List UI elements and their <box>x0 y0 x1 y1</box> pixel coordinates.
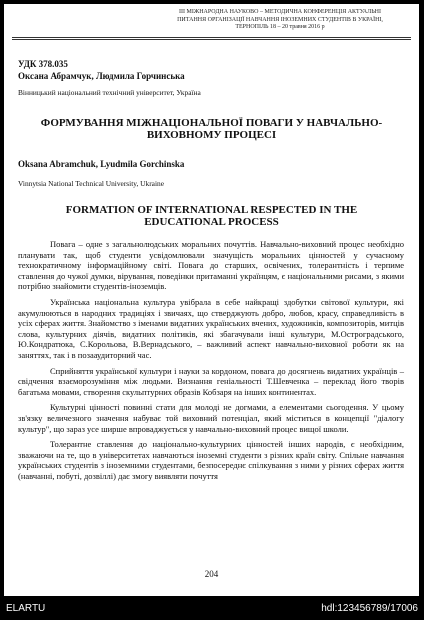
handle-identifier: hdl:123456789/17006 <box>321 603 418 614</box>
header-line-3: ТЕРНОПІЛЬ 18 – 20 травня 2016 р <box>235 24 325 30</box>
header-line-1: ІІІ МІЖНАРОДНА НАУКОВО – МЕТОДИЧНА КОНФЕРЕНЦІЯ АКТУАЛЬНІ <box>179 9 381 15</box>
title-ukrainian: ФОРМУВАННЯ МІЖНАЦІОНАЛЬНОЇ ПОВАГИ У НАВЧАЛЬНО-ВИХОВНОМУ ПРОЦЕСІ <box>40 117 383 141</box>
authors-ukrainian: Оксана Абрамчук, Людмила Горчинська <box>18 71 185 81</box>
paragraph: Толерантне ставлення до національно-культурних цінностей інших народів, є необхідним, зважаючи на те, що в університетах навчаються іноземні студенти з різних країн світу. Спільне навчання українських студентів з іноземними студентами, безпосереднє спілкування з ними у різних сферах життя (навчанні, побуті, дозвіллі) дає змогу виявляти почуття <box>18 439 404 481</box>
affiliation-english: Vinnytsia National Technical University, Ukraine <box>18 179 164 188</box>
authors-english: Oksana Abramchuk, Lyudmila Gorchinska <box>18 159 185 169</box>
paragraph: Сприйняття української культури і науки за кордоном, повага до досягнень видатних українців – свідчення взаєморозуміння між людьми. Визнання геніальності Т.Шевченка – переклад його творів багатьма мовами, створення скульптурних образів Кобзаря на інших континентах. <box>18 365 404 397</box>
paragraph: Культурні цінності повинні стати для молоді не догмами, а елементами сьогодення. У цьому зв'язку величезного значення набуває той виховний потенціал, який міститься в концепції "діалогу культур", що зараз усе ширше впроваджується у навчально-виховний процес вищої школи. <box>18 402 404 434</box>
document-page <box>4 4 419 596</box>
header-rule-bottom <box>12 39 411 40</box>
page-number: 204 <box>204 569 219 579</box>
article-body <box>18 239 404 486</box>
conference-header <box>144 9 416 32</box>
udk-code: УДК 378.035 <box>18 59 68 69</box>
title-english: FORMATION OF INTERNATIONAL RESPECTED IN THE EDUCATIONAL PROCESS <box>65 204 358 228</box>
paragraph: Повага – одне з загальнолюдських моральних почуттів. Навчально-виховний процес необхідно планувати так, щоб студенти усвідомлювали значущість моральних цінностей у сучасному технократичному інформаційному світі. Повага до старших, освічених, толерантність і терпиме ставлення до чужої думки, вірування, поведінки притаманні українцям, є національними рисами, з якими потрібно знайомити студентів-іноземців. <box>18 239 404 292</box>
affiliation-ukrainian: Вінницький національний технічний університет, Україна <box>18 88 201 97</box>
viewer-footer <box>0 600 424 618</box>
header-line-2: ПИТАННЯ ОРГАНІЗАЦІЇ НАВЧАННЯ ІНОЗЕМНИХ СТУДЕНТІВ В УКРАЇНІ, <box>177 16 383 23</box>
paragraph: Українська національна культура увібрала в себе найкращі здобутки світової культури, які акумулюються в народних традиціях і звичаях, що стверджують добро, любов, красу, справедливість в усіх сферах життя. Знайомство з іменами видатних українських вчених, художників, композиторів, митців слова, культурних діячів, видатних політиків, які збагачували інші культури, М.Остроградського, Ю.Кондратюка, С.Корольова, В.Вернадського, – важливий аспект навчально-виховної роботи як на заняттях, так і в позааудиторний час. <box>18 296 404 360</box>
header-rule-top <box>12 37 411 38</box>
repository-name: ELARTU <box>6 603 46 614</box>
